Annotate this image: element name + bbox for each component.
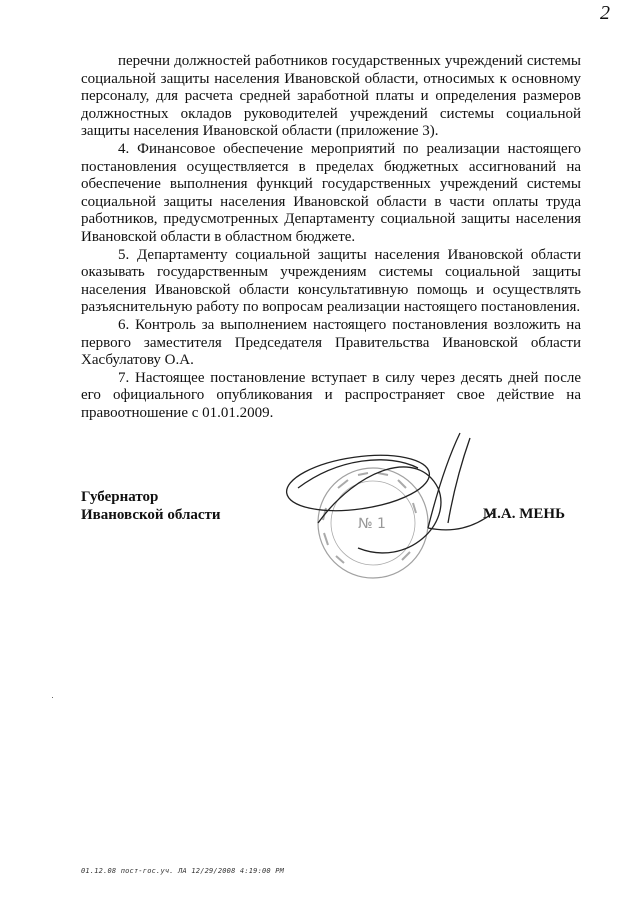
signatory-title-line2: Ивановской области [81,507,221,523]
stamp-number: № 1 [358,516,386,532]
paragraph-3-continuation: перечни должностей работников государственных учреждений системы социальной защиты населения Ивановской области, относимых к основному персоналу, для расчета средней заработной платы и определения размеров должностных окладов руководителей учреждений системы социальной защиты населения Ивановской области (приложение 3). [81,53,581,140]
footer-file-stamp: 01.12.08 пост-гос.уч. ЛА 12/29/2008 4:19:00 PM [81,867,285,875]
paragraph-5: 5. Департаменту социальной защиты населения Ивановской области оказывать государственным учреждениям системы социальной защиты населения Ивановской области консультативную помощь и осуществлять разъяснительную работу по вопросам реализации настоящего постановления. [81,246,581,316]
scan-speck [52,697,53,698]
paragraph-6: 6. Контроль за выполнением настоящего постановления возложить на первого заместителя Председателя Правительства Ивановской области Хасбулатову О.А. [81,316,581,369]
handwritten-signature [283,433,493,553]
page-number: 2 [600,2,610,24]
document-body [81,53,581,422]
paragraph-4: 4. Финансовое обеспечение мероприятий по реализации настоящего постановления осуществляется в пределах бюджетных ассигнований на обеспечение выполнения функций государственных учреждений системы социальной защиты населения Ивановской области в части оплаты труда работников, предусмотренных Департаменту социальной защиты населения Ивановской области в областном бюджете. [81,140,581,245]
stamp-seal [318,468,428,578]
signatory-title [81,488,221,524]
signatory-name: М.А. МЕНЬ [483,506,565,522]
signatory-title-line1: Губернатор [81,489,159,505]
paragraph-7: 7. Настоящее постановление вступает в силу через десять дней после его официального опубликования и распространяет свое действие на правоотношение с 01.01.2009. [81,369,581,421]
